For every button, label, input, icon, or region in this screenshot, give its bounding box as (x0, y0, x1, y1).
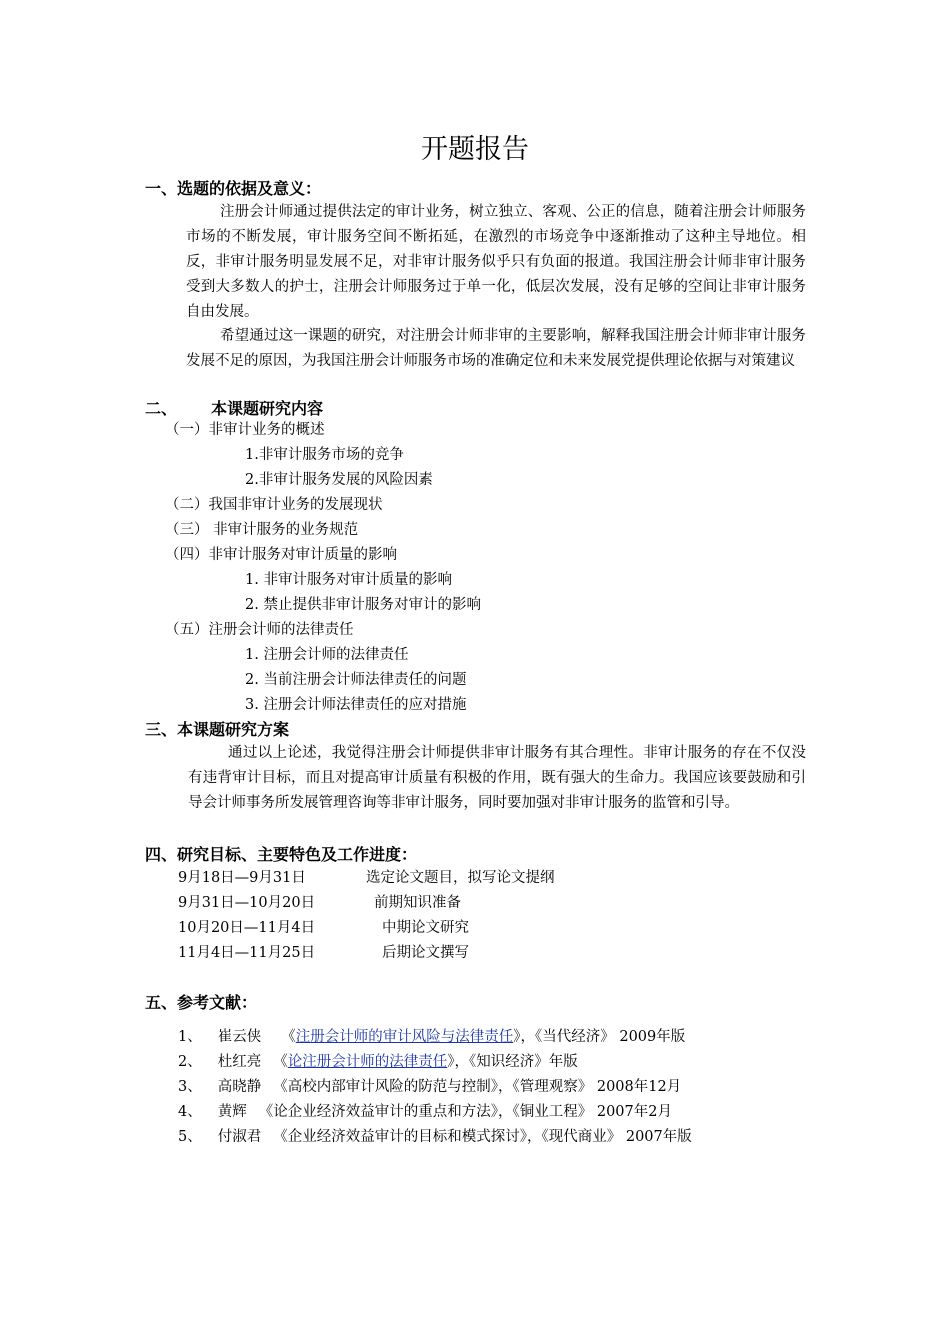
reference-title: 企业经济效益审计的目标和模式探讨 (287, 1129, 520, 1145)
schedule-period: 9月31日—10月20日 (178, 895, 316, 911)
outline-subitem: 2. 当前注册会计师法律责任的问题 (245, 672, 467, 688)
reference-number: 2、 (178, 1054, 202, 1070)
outline-item: （一）非审计业务的概述 (165, 422, 325, 438)
schedule-period: 10月20日—11月4日 (178, 920, 316, 936)
reference-number: 4、 (178, 1104, 202, 1120)
outline-subitem: 3. 注册会计师法律责任的应对措施 (245, 697, 467, 713)
reference-source: 》，《当代经济》 2009年版 (513, 1029, 686, 1045)
schedule-period: 11月4日—11月25日 (178, 945, 316, 961)
reference-author: 黄辉 (217, 1104, 247, 1120)
outline-subitem: 1. 非审计服务对审计质量的影响 (245, 572, 452, 588)
reference-open-quote: 《 (273, 1079, 288, 1095)
reference-item (178, 1100, 672, 1125)
schedule-task: 选定论文题目，拟写论文提纲 (366, 870, 555, 886)
section-1-heading: 一、选题的依据及意义： (145, 179, 322, 198)
reference-item (178, 1125, 692, 1150)
reference-author: 付淑君 (217, 1129, 262, 1145)
schedule-task: 中期论文研究 (382, 920, 469, 936)
reference-number: 1、 (178, 1029, 202, 1045)
reference-item (178, 1025, 685, 1050)
outline-item: （三） 非审计服务的业务规范 (165, 522, 359, 538)
reference-title-link[interactable]: 论注册会计师的法律责任 (287, 1054, 448, 1070)
reference-open-quote: 《 (258, 1104, 274, 1120)
reference-number: 3、 (178, 1079, 202, 1095)
schedule-period: 9月18日—9月31日 (178, 870, 306, 886)
outline-item: （二）我国非审计业务的发展现状 (165, 497, 383, 513)
outline-subitem: 1.非审计服务市场的竞争 (245, 447, 404, 463)
reference-number: 5、 (178, 1129, 202, 1145)
reference-open-quote: 《 (273, 1129, 288, 1145)
reference-title: 论企业经济效益审计的重点和方法 (273, 1104, 491, 1120)
reference-item (178, 1050, 578, 1075)
reference-item (178, 1075, 681, 1100)
reference-author: 高晓静 (217, 1079, 262, 1095)
section-1-paragraph-1: 注册会计师通过提供法定的审计业务，树立独立、客观、公正的信息，随着注册会计师服务市场的不断发展，审计服务空间不断拓延，在激烈的市场竞争中逐渐推动了这种主导地位。相反，非审计服务明显发展不足，对非审计服务似乎只有负面的报道。我国注册会计师非审计服务受到大多数人的护士，注册会计师服务过于单一化，低层次发展，没有足够的空间让非审计服务自由发展。 (186, 204, 806, 320)
section-3-heading: 三、本课题研究方案 (145, 720, 290, 739)
section-2-heading-number: 二、 (145, 399, 178, 418)
reference-open-quote: 《 (281, 1029, 296, 1045)
reference-open-quote: 《 (273, 1054, 288, 1070)
section-3-paragraph: 通过以上论述，我觉得注册会计师提供非审计服务有其合理性。非审计服务的存在不仅没有违背审计目标，而且对提高审计质量有积极的作用，既有强大的生命力。我国应该要鼓励和引导会计师事务所发展管理咨询等非审计服务，同时要加强对非审计服务的监管和引导。 (188, 745, 806, 811)
outline-subitem: 2. 禁止提供非审计服务对审计的影响 (245, 597, 481, 613)
reference-source: 》，《知识经济》年版 (447, 1054, 578, 1070)
section-5-heading: 五、参考文献： (145, 993, 258, 1012)
reference-source: 》，《铜业工程》 2007年2月 (490, 1104, 672, 1120)
section-4-heading: 四、研究目标、主要特色及工作进度： (145, 845, 418, 864)
reference-author: 崔云侠 (217, 1029, 262, 1045)
outline-subitem: 1. 注册会计师的法律责任 (245, 647, 409, 663)
outline-item: （五）注册会计师的法律责任 (165, 622, 354, 638)
reference-title: 高校内部审计风险的防范与控制 (287, 1079, 491, 1095)
schedule-task: 后期论文撰写 (382, 945, 469, 961)
reference-source: 》，《现代商业》 2007年版 (519, 1129, 692, 1145)
reference-source: 》，《管理观察》 2008年12月 (490, 1079, 682, 1095)
section-2-heading: 本课题研究内容 (211, 399, 324, 418)
section-1-paragraph-2: 希望通过这一课题的研究，对注册会计师非审的主要影响，解释我国注册会计师非审计服务发展不足的原因，为我国注册会计师服务市场的准确定位和未来发展党提供理论依据与对策建议 (186, 328, 806, 369)
schedule-task: 前期知识准备 (374, 895, 461, 911)
reference-author: 杜红亮 (217, 1054, 262, 1070)
outline-item: （四）非审计服务对审计质量的影响 (165, 547, 397, 563)
reference-title-link[interactable]: 注册会计师的审计风险与法律责任 (295, 1029, 514, 1045)
outline-subitem: 2.非审计服务发展的风险因素 (245, 472, 433, 488)
page-title: 开题报告 (421, 134, 529, 165)
